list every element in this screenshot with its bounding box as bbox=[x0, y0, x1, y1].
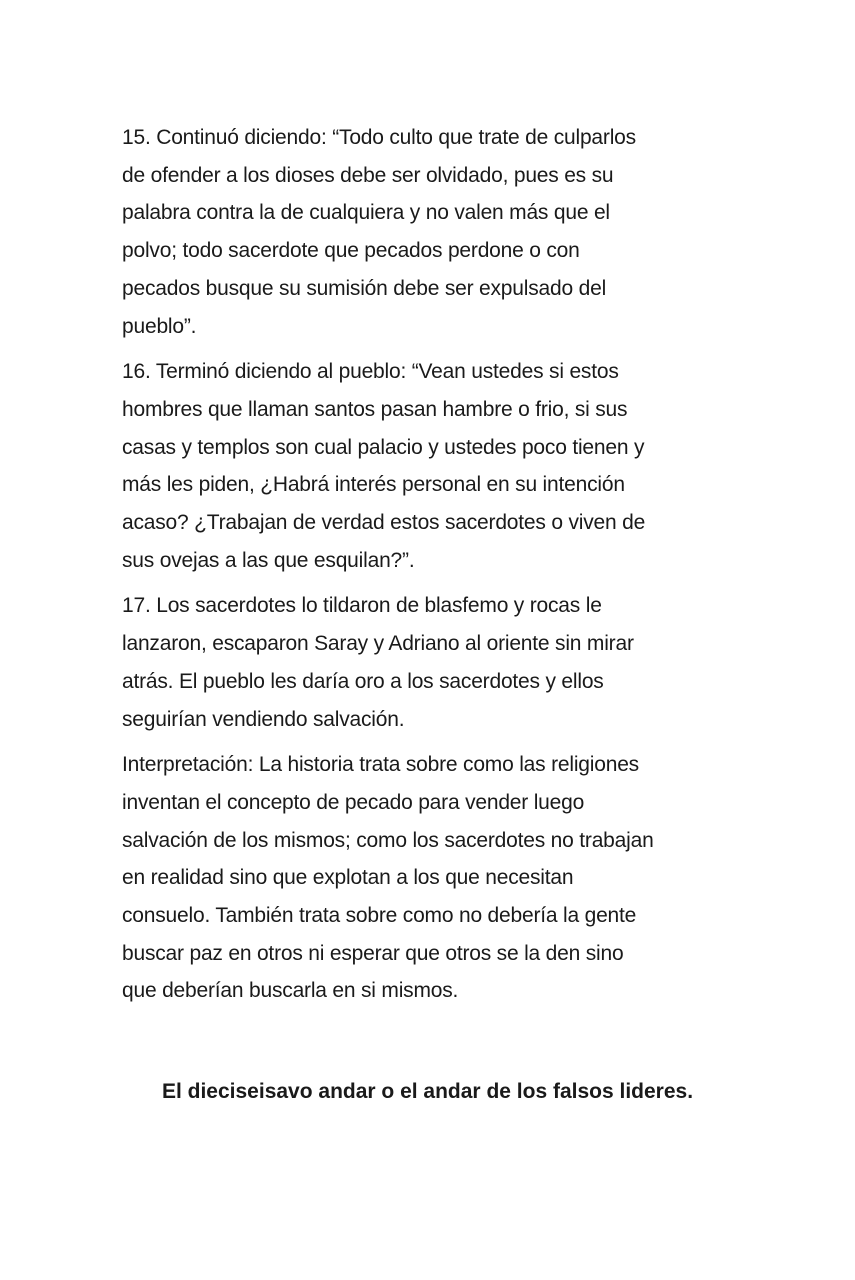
paragraph-17: 17. Los sacerdotes lo tildaron de blasfemo y rocas le lanzaron, escaparon Saray y Adriano al oriente sin mirar atrás. El pueblo les daría oro a los sacerdotes y ellos seguirían vendiendo salvación. bbox=[122, 594, 634, 731]
paragraph-interpretation: Interpretación: La historia trata sobre como las religiones inventan el concepto de pecado para vender luego salvación de los mismos; como los sacerdotes no trabajan en realidad sino que explotan a los que necesitan consuelo. También trata sobre como no debería la gente buscar paz en otros ni esperar que otros se la den sino que deberían buscarla en si mismos. bbox=[122, 753, 654, 1003]
body-text bbox=[122, 119, 734, 1018]
section-title: El dieciseisavo andar o el andar de los falsos lideres. bbox=[161, 1080, 694, 1103]
paragraph-16: 16. Terminó diciendo al pueblo: “Vean ustedes si estos hombres que llaman santos pasan hambre o frio, si sus casas y templos son cual palacio y ustedes poco tienen y más les piden, ¿Habrá interés personal en su intención acaso? ¿Trabajan de verdad estos sacerdotes o viven de sus ovejas a las que esquilan?”. bbox=[122, 360, 646, 572]
paragraph-15: 15. Continuó diciendo: “Todo culto que trate de culparlos de ofender a los dioses debe ser olvidado, pues es su palabra contra la de cualquiera y no valen más que el polvo; todo sacerdote que pecados perdone o con pecados busque su sumisión debe ser expulsado del pueblo”. bbox=[122, 126, 636, 338]
